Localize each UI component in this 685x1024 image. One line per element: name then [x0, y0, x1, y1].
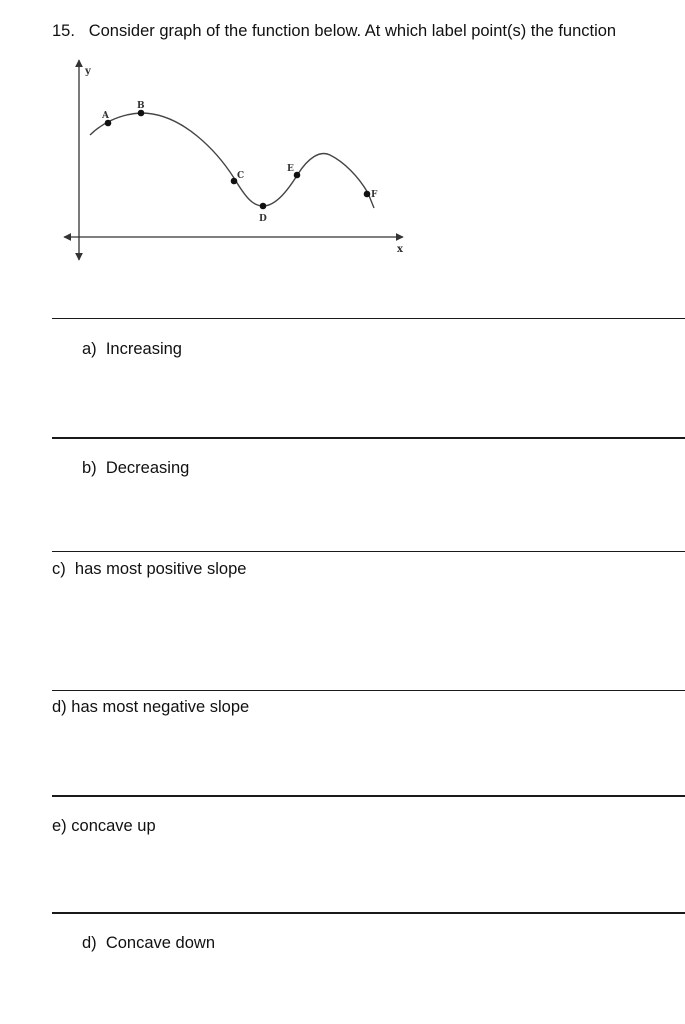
separator-line: [52, 690, 685, 691]
separator-line: [52, 795, 685, 797]
function-curve: [90, 113, 374, 208]
part-a: [82, 340, 182, 359]
point-d: [259, 203, 267, 224]
part-c: [52, 560, 246, 579]
point-f-marker: [364, 191, 371, 198]
part-e: [52, 817, 156, 836]
point-f: [364, 190, 378, 200]
separator-line: [52, 551, 685, 552]
part-text: Increasing: [105, 340, 182, 358]
point-f-label: F: [371, 190, 378, 200]
y-axis-label: y: [85, 66, 91, 77]
part-text: Decreasing: [105, 459, 190, 477]
separator-line: [52, 437, 685, 439]
point-b: [137, 101, 145, 116]
question-text: Consider graph of the function below. At which label point(s) the function: [88, 22, 617, 40]
function-graph: [58, 58, 408, 268]
part-marker: e): [52, 817, 67, 835]
point-d-label: D: [259, 214, 267, 224]
question-number: 15.: [52, 22, 75, 40]
point-b-label: B: [137, 101, 145, 111]
part-text: has most positive slope: [74, 560, 247, 578]
part-f: [82, 934, 215, 953]
part-marker: a): [82, 340, 97, 358]
point-a-label: A: [102, 111, 109, 121]
part-marker: c): [52, 560, 66, 578]
part-text: Concave down: [105, 934, 215, 952]
part-text: concave up: [71, 817, 156, 835]
point-e: [287, 164, 300, 178]
point-a: [101, 111, 111, 126]
part-b: [82, 459, 189, 478]
separator-line: [52, 318, 685, 319]
part-marker: d): [82, 934, 97, 952]
part-marker: d): [52, 698, 67, 716]
separator-line: [52, 912, 685, 914]
point-e-label: E: [287, 164, 294, 174]
question-prompt: [52, 22, 672, 41]
part-d: [52, 698, 249, 717]
part-text: has most negative slope: [71, 698, 250, 716]
part-marker: b): [82, 459, 97, 477]
point-c-label: C: [237, 171, 245, 181]
point-d-marker: [260, 203, 267, 210]
x-axis-label: x: [397, 244, 403, 255]
point-e-marker: [294, 172, 301, 179]
